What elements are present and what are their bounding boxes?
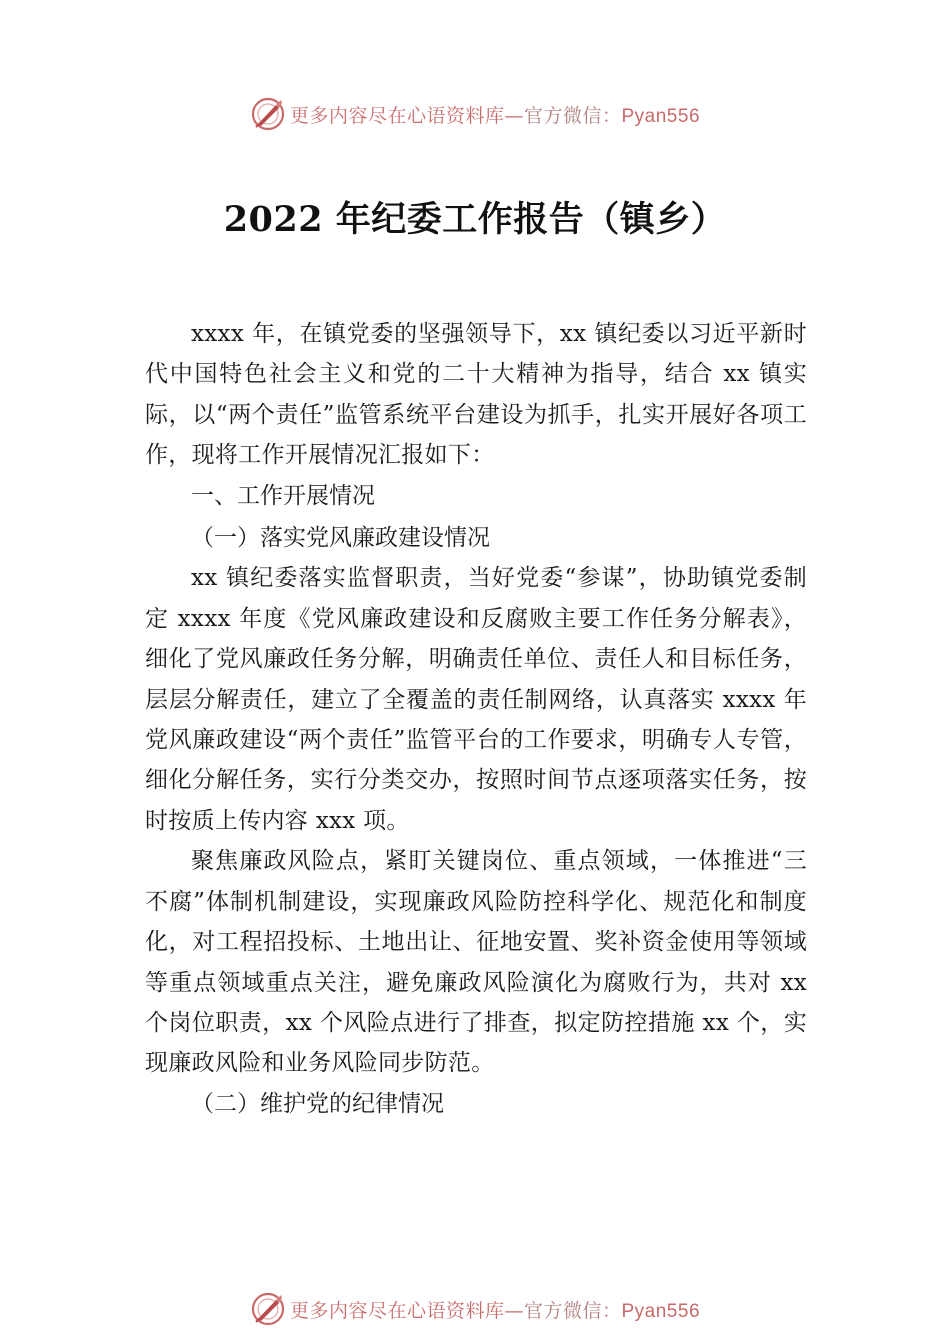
section-heading-1: 一、工作开展情况	[191, 482, 375, 509]
quill-seal-logo-icon	[250, 1291, 286, 1327]
banner-wechat-label: 官方微信：	[523, 104, 622, 127]
banner-text	[290, 1296, 700, 1323]
quill-seal-logo-icon	[250, 96, 286, 132]
header-banner	[0, 94, 950, 134]
banner-separator: —	[504, 1299, 524, 1322]
body-paragraph-1: xx 镇纪委落实监督职责，当好党委“参谋”，协助镇党委制定 xxxx 年度《党风廉政建设和反腐败主要工作任务分解表》，细化了党风廉政任务分解，明确责任单位、责任人和目标任务，层层分解责任，建立了全覆盖的责任制网络，认真落实 xxxx 年党风廉政建设“两个责任”监管平台的工作要求，明确专人专管，细化分解任务，实行分类交办，按照时间节点逐项落实任务，按时按质上传内容 xxx 项。	[145, 565, 807, 834]
subsection-heading-1: （一）落实党风廉政建设情况	[191, 525, 490, 552]
document-body	[145, 314, 807, 1124]
banner-wechat-id: Pyan556	[621, 1300, 701, 1322]
banner-wechat-label: 官方微信：	[523, 1299, 622, 1322]
footer-banner	[0, 1289, 950, 1329]
body-paragraph-2: 聚焦廉政风险点，紧盯关键岗位、重点领域，一体推进“三不腐”体制机制建设，实现廉政风险防控科学化、规范化和制度化，对工程招投标、土地出让、征地安置、奖补资金使用等领域等重点领域重点关注，避免廉政风险演化为腐败行为，共对 xx 个岗位职责，xx 个风险点进行了排查，拟定防控措施 xx 个，实现廉政风险和业务风险同步防范。	[145, 848, 807, 1077]
banner-text	[290, 101, 700, 128]
banner-separator: —	[504, 104, 524, 127]
document-title: 2022 年纪委工作报告（镇乡）	[223, 199, 727, 240]
banner-main-text: 更多内容尽在心语资料库	[289, 104, 505, 127]
subsection-heading-2: （二）维护党的纪律情况	[191, 1090, 444, 1117]
intro-paragraph: xxxx 年，在镇党委的坚强领导下，xx 镇纪委以习近平新时代中国特色社会主义和党的二十大精神为指导，结合 xx 镇实际，以“两个责任”监管系统平台建设为抓手，扎实开展好各项工作，现将工作开展情况汇报如下：	[145, 321, 807, 469]
banner-wechat-id: Pyan556	[621, 105, 701, 127]
banner-main-text: 更多内容尽在心语资料库	[289, 1299, 505, 1322]
